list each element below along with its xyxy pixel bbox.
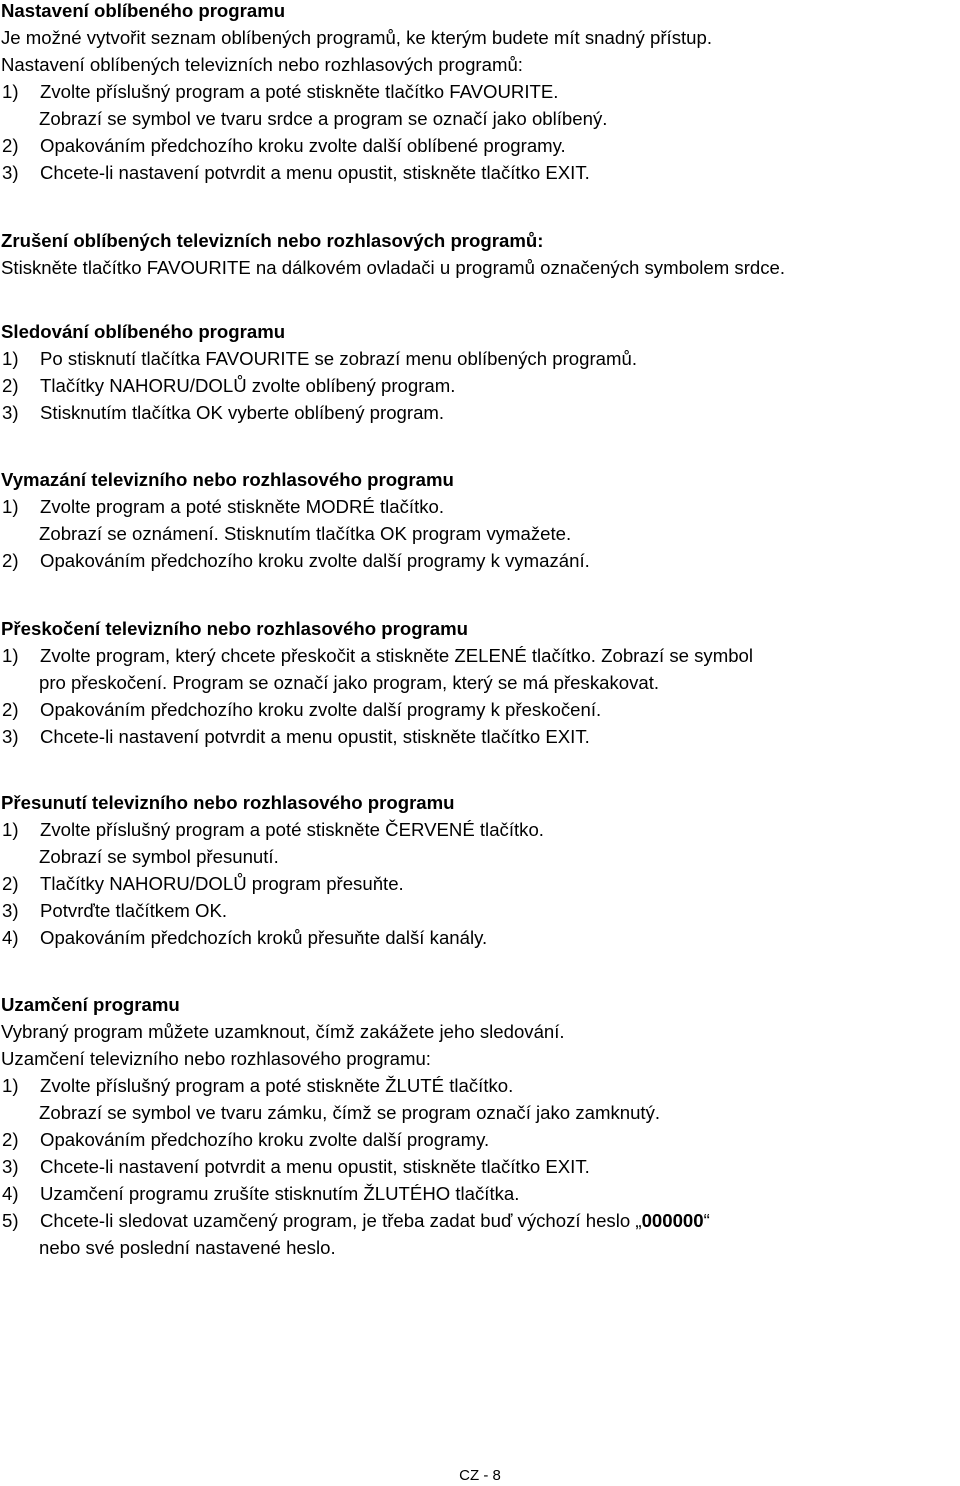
paragraph: Stiskněte tlačítko FAVOURITE na dálkovém ovladači u programů označených symbolem srdce.	[1, 257, 786, 278]
step-text: Chcete-li sledovat uzamčený program, je třeba zadat buď výchozí heslo „	[40, 1210, 642, 1231]
list-item-continuation: pro přeskočení. Program se označí jako program, který se má přeskakovat.	[39, 672, 660, 693]
section-title-favourite-watch: Sledování oblíbeného programu	[1, 321, 286, 342]
paragraph-subtitle: Uzamčení televizního nebo rozhlasového programu:	[1, 1048, 431, 1069]
section-title-lock: Uzamčení programu	[1, 994, 180, 1015]
paragraph-intro: Je možné vytvořit seznam oblíbených programů, ke kterým budete mít snadný přístup.	[1, 27, 713, 48]
paragraph-intro: Vybraný program můžete uzamknout, čímž zakážete jeho sledování.	[1, 1021, 565, 1042]
section-title-favourite-set: Nastavení oblíbeného programu	[1, 0, 286, 21]
manual-page: Nastavení oblíbeného programu Je možné vytvořit seznam oblíbených programů, ke kterým budete mít snadný přístup. Nastavení oblíbených televizních nebo rozhlasových programů: 1) Zvolte příslušný program a poté stiskněte tlačítko FAVOURITE. Zobrazí se symbol ve tvaru srdce a program se označí jako oblíbený. 2) Opakováním předchozího kroku zvolte další oblíbené programy. 3) Chcete-li nastavení potvrdit a menu opustit, stiskněte tlačítko EXIT. Zrušení oblíbených televizních nebo rozhlasových programů: Stiskněte tlačítko FAVOURITE na dálkovém ovladači u programů označených symbolem srdce. Sledování oblíbeného programu 1) Po stisknutí tlačítka FAVOURITE se zobrazí menu oblíbených programů. 2) Tlačítky NAHORU/DOLŮ zvolte oblíbený program. 3) Stisknutím tlačítka OK vyberte oblíbený program. Vymazání televizního nebo rozhlasového programu 1) Zvolte program a poté stiskněte MODRÉ tlačítko. Zobrazí se oznámení. Stisknutím tlačítka OK program vymažete. 2) Opakováním předchozího kroku zvolte další programy k vymazání. Přeskočení televizního nebo rozhlasového programu 1) Zvolte program, který chcete přeskočit a stiskněte ZELENÉ tlačítko. Zobrazí se symbol pro přeskočení. Program se označí jako program, který se má přeskakovat. 2) Opakováním předchozího kroku zvolte další programy k přeskočení. 3) Chcete-li nastavení potvrdit a menu opustit, stiskněte tlačítko EXIT. Přesunutí televizního nebo rozhlasového programu 1) Zvolte příslušný program a poté stiskněte ČERVENÉ tlačítko. Zobrazí se symbol přesunutí. 2) Tlačítky NAHORU/DOLŮ program přesuňte. 3) Potvrďte tlačítkem OK. 4) Opakováním předchozích kroků přesuňte další kanály. Uzamčení programu Vybraný program můžete uzamknout, čímž zakážete jeho sledování. Uzamčení televizního nebo rozhlasového programu: 1) Zvolte příslušný program a poté stiskněte ŽLUTÉ tlačítko. Zobrazí se symbol ve tvaru zámku, čímž se program označí jako zamknutý. 2) Opakováním předchozího kroku zvolte další programy. 3) Chcete-li nastavení potvrdit a menu opustit, stiskněte tlačítko EXIT. 4) Uzamčení programu zrušíte stisknutím ŽLUTÉHO tlačítka. 5) Chcete-li sledovat uzamčený program, je třeba zadat buď výchozí heslo „000000“ nebo své poslední nastavené heslo. CZ - 8	[0, 0, 960, 1486]
list-item-continuation: Zobrazí se symbol ve tvaru zámku, čímž se program označí jako zamknutý.	[39, 1102, 661, 1123]
paragraph-subtitle: Nastavení oblíbených televizních nebo rozhlasových programů:	[1, 54, 523, 75]
list-item-continuation: Zobrazí se symbol ve tvaru srdce a program se označí jako oblíbený.	[39, 108, 608, 129]
default-password: 000000	[641, 1210, 704, 1231]
list-item-continuation: Zobrazí se oznámení. Stisknutím tlačítka OK program vymažete.	[39, 523, 572, 544]
section-title-delete: Vymazání televizního nebo rozhlasového programu	[1, 469, 454, 490]
list-item-continuation: Zobrazí se symbol přesunutí.	[39, 846, 279, 867]
section-title-skip: Přeskočení televizního nebo rozhlasového programu	[1, 618, 469, 639]
list-item-continuation: nebo své poslední nastavené heslo.	[39, 1237, 336, 1258]
section-title-favourite-cancel: Zrušení oblíbených televizních nebo rozhlasových programů:	[1, 230, 544, 251]
section-title-move: Přesunutí televizního nebo rozhlasového programu	[1, 792, 455, 813]
closing-quote: “	[703, 1210, 710, 1231]
page-number: CZ - 8	[459, 1467, 501, 1484]
